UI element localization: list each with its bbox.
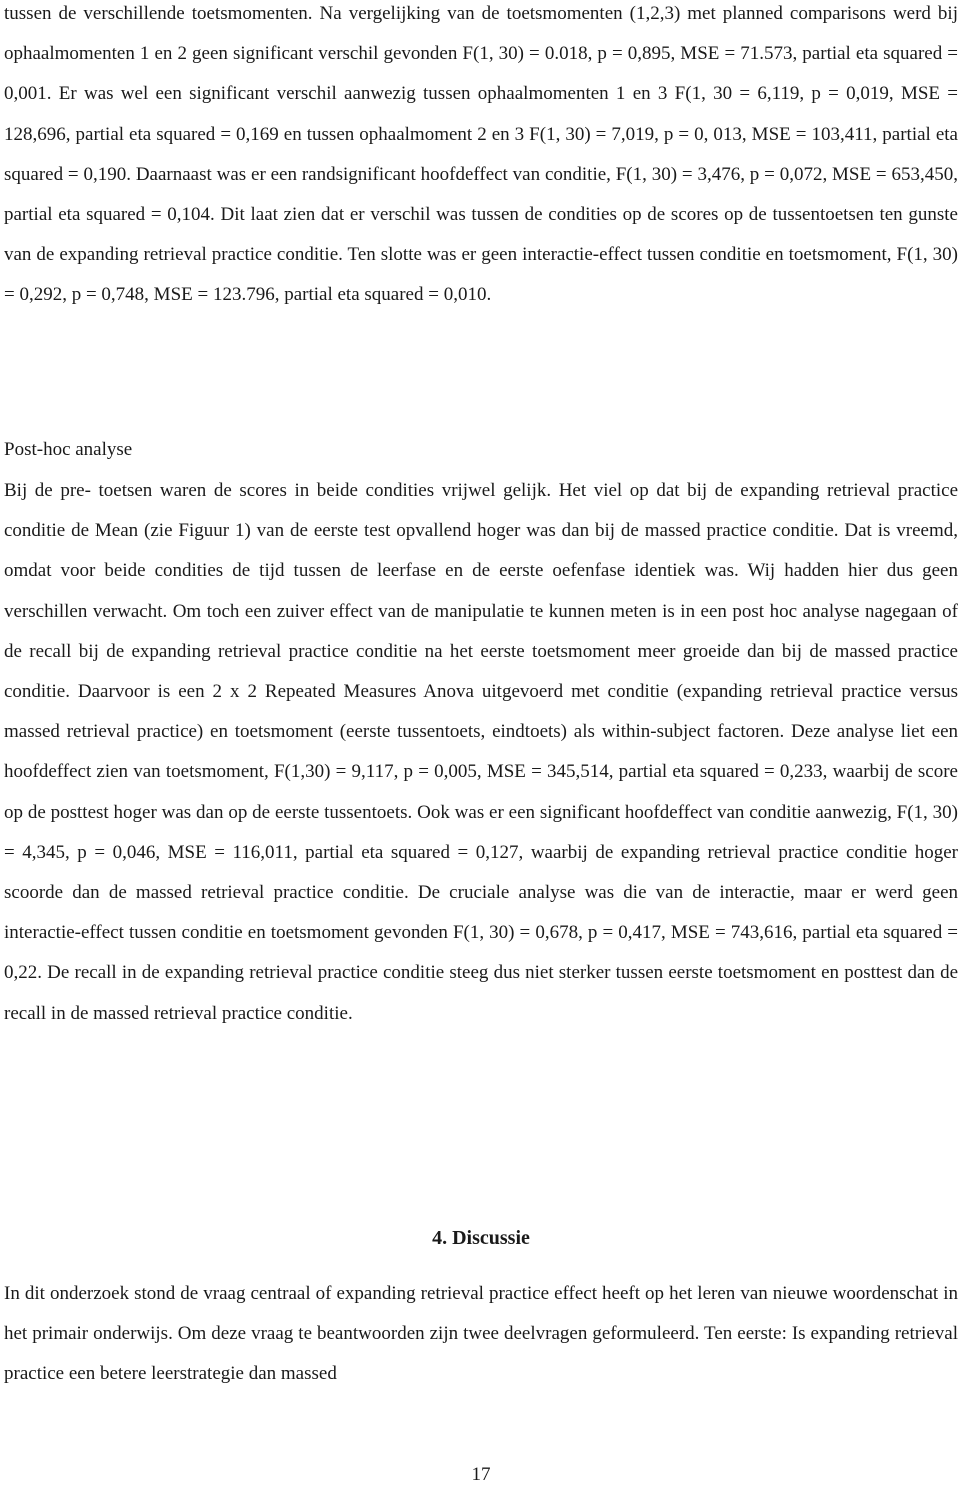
discussie-paragraph: In dit onderzoek stond de vraag centraal of expanding retrieval practice effect heeft op het leren van nieuwe woordenschat in het primair onderwijs. Om deze vraag te beantwoorden zijn twee deelvragen geformuleerd. Ten eerste: Is expanding retrieval practice een betere leerstrategie dan massed: [4, 1283, 958, 1385]
discussie-heading: 4. Discussie: [432, 1227, 530, 1249]
discussie-block: [4, 1274, 958, 1395]
results-block: [4, 0, 958, 316]
posthoc-heading: Post-hoc analyse: [4, 439, 133, 460]
posthoc-block: [4, 471, 958, 1034]
results-paragraph: tussen de verschillende toetsmomenten. Na vergelijking van de toetsmomenten (1,2,3) met planned comparisons werd bij ophaalmomenten 1 en 2 geen significant verschil gevonden F(1, 30) = 0.018, p = 0,895, MSE = 71.573, partial eta squared = 0,001. Er was wel een significant verschil aanwezig tussen ophaalmomenten 1 en 3 F(1, 30 = 6,119, p = 0,019, MSE = 128,696, partial eta squared = 0,169 en tussen ophaalmoment 2 en 3 F(1, 30) = 7,019, p = 0, 013, MSE = 103,411, partial eta squared = 0,190. Daarnaast was er een randsignificant hoofdeffect van conditie, F(1, 30) = 3,476, p = 0,072, MSE = 653,450, partial eta squared = 0,104. Dit laat zien dat er verschil was tussen de condities op de scores op de tussentoetsen ten gunste van de expanding retrieval practice conditie. Ten slotte was er geen interactie-effect tussen conditie en toetsmoment, F(1, 30) = 0,292, p = 0,748, MSE = 123.796, partial eta squared = 0,010.: [4, 3, 958, 306]
posthoc-paragraph: Bij de pre- toetsen waren de scores in beide condities vrijwel gelijk. Het viel op dat bij de expanding retrieval practice conditie de Mean (zie Figuur 1) van de eerste test opvallend hoger was dan bij de massed practice conditie. Dat is vreemd, omdat voor beide condities de tijd tussen de leerfase en de eerste oefenfase identiek was. Wij hadden hier dus geen verschillen verwacht. Om toch een zuiver effect van de manipulatie te kunnen meten is in een post hoc analyse nagegaan of de recall bij de expanding retrieval practice conditie na het eerste toetsmoment meer groeide dan bij de massed practice conditie. Daarvoor is een 2 x 2 Repeated Measures Anova uitgevoerd met conditie (expanding retrieval practice versus massed retrieval practice) en toetsmoment (eerste tussentoets, eindtoets) als within-subject factoren. Deze analyse liet een hoofdeffect zien van toetsmoment, F(1,30) = 9,117, p = 0,005, MSE = 345,514, partial eta squared = 0,233, waarbij de score op de posttest hoger was dan op de eerste tussentoets. Ook was er een significant hoofdeffect van conditie aanwezig, F(1, 30) = 4,345, p = 0,046, MSE = 116,011, partial eta squared = 0,127, waarbij de expanding retrieval practice conditie hoger scoorde dan de massed retrieval practice conditie. De cruciale analyse was die van de interactie, maar er werd geen interactie-effect tussen conditie en toetsmoment gevonden F(1, 30) = 0,678, p = 0,417, MSE = 743,616, partial eta squared = 0,22. De recall in de expanding retrieval practice conditie steeg dus niet sterker tussen eerste toetsmoment en posttest dan de recall in de massed retrieval practice conditie.: [4, 480, 958, 1024]
page-number: 17: [471, 1464, 491, 1485]
